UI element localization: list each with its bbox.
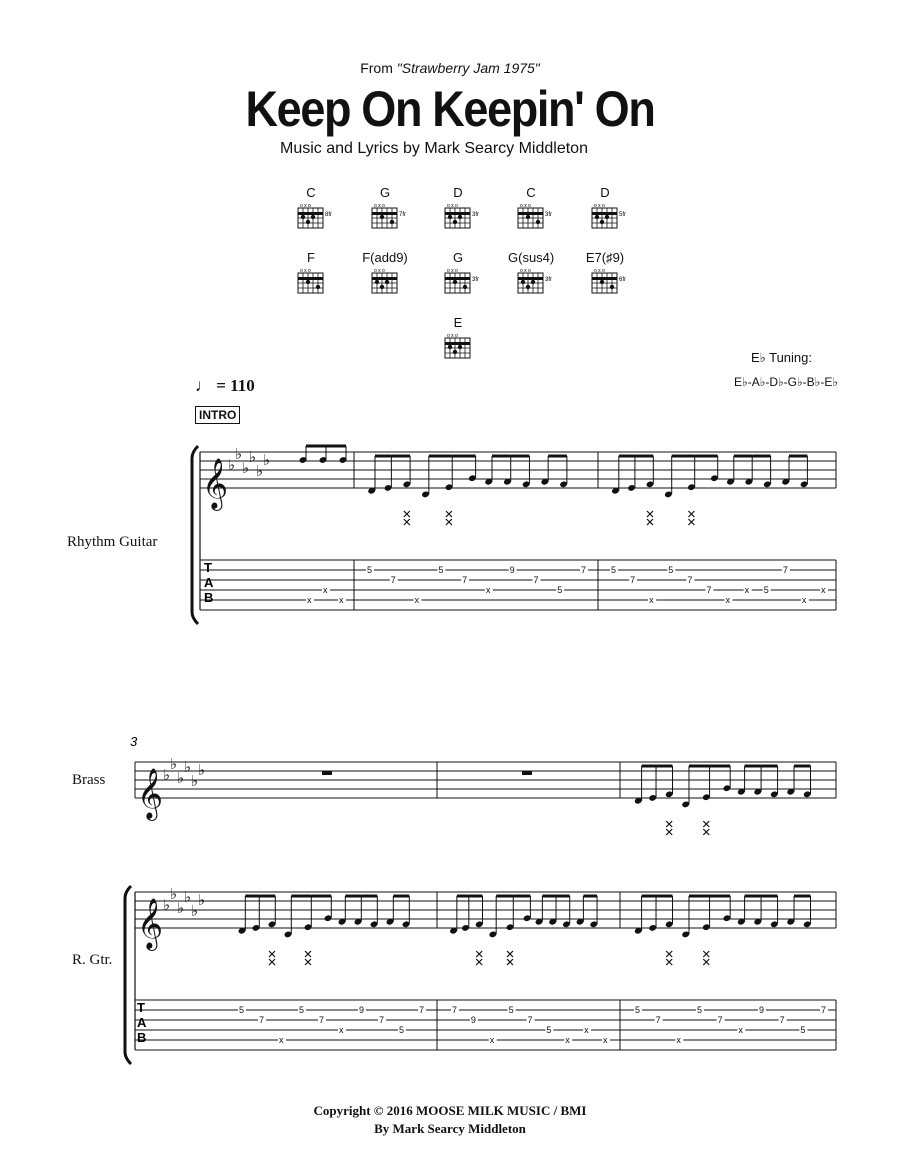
svg-text:6fr: 6fr [619, 277, 627, 283]
tab-number: 9 [359, 1005, 365, 1015]
instrument-label-r-gtr: R. Gtr. [72, 952, 113, 968]
muted-note [666, 959, 672, 965]
notation-marks [125, 446, 836, 1064]
tab-number: x [801, 595, 807, 605]
muted-note [703, 821, 709, 827]
measure-number: 3 [130, 734, 138, 749]
tab-number: 9 [759, 1005, 765, 1015]
flat-sign-icon: ♭ [184, 759, 192, 776]
svg-text:o x o: o x o [374, 268, 385, 274]
tab-letter-b: B [137, 1030, 147, 1045]
muted-note [476, 951, 482, 957]
tab-number: 7 [687, 575, 693, 585]
from-prefix: From [360, 60, 397, 76]
flat-sign-icon: ♭ [242, 460, 250, 477]
muted-note [507, 951, 513, 957]
muted-note [476, 959, 482, 965]
tab-number: 7 [452, 1005, 458, 1015]
flat-sign-icon: ♭ [184, 889, 192, 906]
svg-text:7fr: 7fr [399, 212, 407, 218]
chord-name: F [307, 250, 315, 265]
tab-number: 9 [470, 1015, 476, 1025]
system-bracket [192, 446, 198, 624]
tab-number: 7 [706, 585, 712, 595]
quarter-note-icon: ♩ [195, 376, 212, 395]
tab-number: x [676, 1035, 681, 1045]
tab-number: 7 [717, 1015, 723, 1025]
copyright-line-1: Copyright © 2016 MOOSE MILK MUSIC / BMI [313, 1103, 587, 1118]
tab-number: x [738, 1025, 743, 1035]
tab-number: 7 [462, 575, 468, 585]
chord-name: G [379, 185, 391, 200]
svg-text:o x o: o x o [374, 203, 385, 209]
album-name: "Strawberry Jam 1975" [396, 60, 540, 76]
copyright-notice [0, 1102, 900, 1138]
tab-number: x [489, 1035, 495, 1045]
chord-name: F(add9) [362, 250, 408, 265]
tab-number: 7 [379, 1015, 385, 1025]
tuning-notes: E♭-A♭-D♭-G♭-B♭-E♭ [734, 375, 838, 389]
tab-number: 7 [779, 1015, 785, 1025]
tab-number: x [603, 1035, 608, 1045]
treble-clef-icon: 𝄞 [202, 459, 229, 508]
whole-rest [322, 771, 332, 775]
tab-number: 5 [546, 1025, 552, 1035]
muted-note [446, 511, 452, 517]
svg-text:o x o: o x o [447, 203, 458, 209]
svg-text:5fr: 5fr [619, 212, 627, 218]
tab-number: x [821, 585, 826, 595]
flat-sign-icon: ♭ [235, 446, 243, 463]
tab-number: x [323, 585, 328, 595]
tab-number: 5 [508, 1005, 514, 1015]
tab-number: 7 [419, 1005, 425, 1015]
song-title: Keep On Keepin' On [245, 81, 655, 137]
muted-note [269, 959, 275, 965]
svg-text:o x o: o x o [447, 268, 458, 274]
copyright-line-2: By Mark Searcy Middleton [374, 1121, 526, 1136]
flat-sign-icon: ♭ [163, 767, 171, 784]
muted-note [703, 829, 709, 835]
muted-note [666, 821, 672, 827]
muted-note [507, 959, 513, 965]
chord-name: E [453, 315, 463, 330]
muted-note [666, 951, 672, 957]
flat-sign-icon: ♭ [191, 903, 199, 920]
chord-name: E7(♯9) [585, 250, 625, 265]
tab-number: 7 [259, 1015, 265, 1025]
flat-sign-icon: ♭ [170, 756, 178, 773]
tab-number: 7 [821, 1005, 827, 1015]
tab-number: 7 [782, 565, 788, 575]
treble-clef-icon: 𝄞 [137, 769, 164, 818]
svg-text:3fr: 3fr [472, 212, 480, 218]
flat-sign-icon: ♭ [163, 897, 171, 914]
section-label: INTRO [195, 406, 240, 424]
tuning-label: E♭ Tuning: [750, 350, 812, 365]
muted-note [404, 519, 410, 525]
tab-number: 5 [697, 1005, 703, 1015]
tab-number: 5 [668, 565, 674, 575]
tab-letter-t: T [137, 1000, 145, 1015]
svg-text:3fr: 3fr [545, 277, 553, 283]
system-bracket [125, 886, 131, 1064]
flat-sign-icon: ♭ [263, 452, 271, 469]
flat-sign-icon: ♭ [228, 457, 236, 474]
tab-number: x [725, 595, 731, 605]
tab-number: 7 [390, 575, 396, 585]
tab-number: 5 [299, 1005, 305, 1015]
instrument-label-rhythm-guitar: Rhythm Guitar [67, 534, 158, 550]
muted-note [647, 519, 653, 525]
muted-note [269, 951, 275, 957]
chord-name: D [453, 185, 463, 200]
song-credits: Music and Lyrics by Mark Searcy Middleton [280, 140, 588, 157]
tab-number: x [339, 595, 344, 605]
flat-sign-icon: ♭ [191, 773, 199, 790]
flat-sign-icon: ♭ [177, 900, 185, 917]
tab-number: 5 [399, 1025, 405, 1035]
svg-text:3fr: 3fr [545, 212, 553, 218]
svg-text:o x o: o x o [594, 268, 605, 274]
flat-sign-icon: ♭ [198, 762, 206, 779]
whole-rest [522, 771, 532, 775]
tab-number: x [565, 1035, 570, 1045]
chord-name: G [452, 250, 464, 265]
flat-sign-icon: ♭ [249, 449, 257, 466]
tab-number: x [339, 1025, 344, 1035]
tab-number: x [485, 585, 491, 595]
tab-number: 5 [367, 565, 373, 575]
tab-number: 5 [800, 1025, 806, 1035]
tab-number: 5 [557, 585, 563, 595]
tab-number: 7 [655, 1015, 661, 1025]
flat-sign-icon: ♭ [177, 770, 185, 787]
tab-letter-t: T [204, 560, 212, 575]
muted-note [688, 511, 694, 517]
tab-number: 5 [611, 565, 617, 575]
svg-text:o x o: o x o [300, 268, 311, 274]
tab-number: x [649, 595, 654, 605]
muted-note [688, 519, 694, 525]
tab-number: 7 [630, 575, 636, 585]
svg-text:o x o: o x o [594, 203, 605, 209]
flat-sign-icon: ♭ [198, 892, 206, 909]
svg-text:3fr: 3fr [472, 277, 480, 283]
treble-clef-icon: 𝄞 [137, 899, 164, 948]
tab-number: 7 [319, 1015, 325, 1025]
svg-text:o x o: o x o [520, 203, 531, 209]
instrument-label-brass: Brass [72, 772, 106, 788]
chord-name: C [306, 185, 316, 200]
muted-note [446, 519, 452, 525]
svg-text:o x o: o x o [300, 203, 311, 209]
tab-number: x [744, 585, 750, 595]
muted-note [666, 829, 672, 835]
svg-text:o x o: o x o [447, 333, 458, 339]
tab-number: 5 [763, 585, 769, 595]
muted-note [647, 511, 653, 517]
flat-sign-icon: ♭ [256, 463, 264, 480]
muted-note [305, 951, 311, 957]
tab-letter-a: A [204, 575, 214, 590]
svg-text:o x o: o x o [520, 268, 531, 274]
chord-name: G(sus4) [508, 250, 555, 265]
tab-letter-b: B [204, 590, 214, 605]
tab-letter-a: A [137, 1015, 147, 1030]
muted-note [305, 959, 311, 965]
tab-number: 5 [239, 1005, 245, 1015]
tab-number: 7 [533, 575, 539, 585]
tab-number: x [307, 595, 312, 605]
tempo-value: = 110 [216, 376, 255, 395]
tab-number: 5 [635, 1005, 641, 1015]
tab-number: 5 [438, 565, 444, 575]
chord-name: C [526, 185, 536, 200]
tab-number: 7 [527, 1015, 533, 1025]
muted-note [703, 959, 709, 965]
tab-number: x [584, 1025, 589, 1035]
chord-name: D [600, 185, 610, 200]
tab-number: 7 [581, 565, 587, 575]
muted-note [703, 951, 709, 957]
tab-number: 9 [509, 565, 515, 575]
muted-note [404, 511, 410, 517]
tab-number: x [279, 1035, 284, 1045]
svg-text:8fr: 8fr [325, 212, 333, 218]
staff-lines [135, 452, 836, 1050]
flat-sign-icon: ♭ [170, 886, 178, 903]
tab-number: x [414, 595, 420, 605]
